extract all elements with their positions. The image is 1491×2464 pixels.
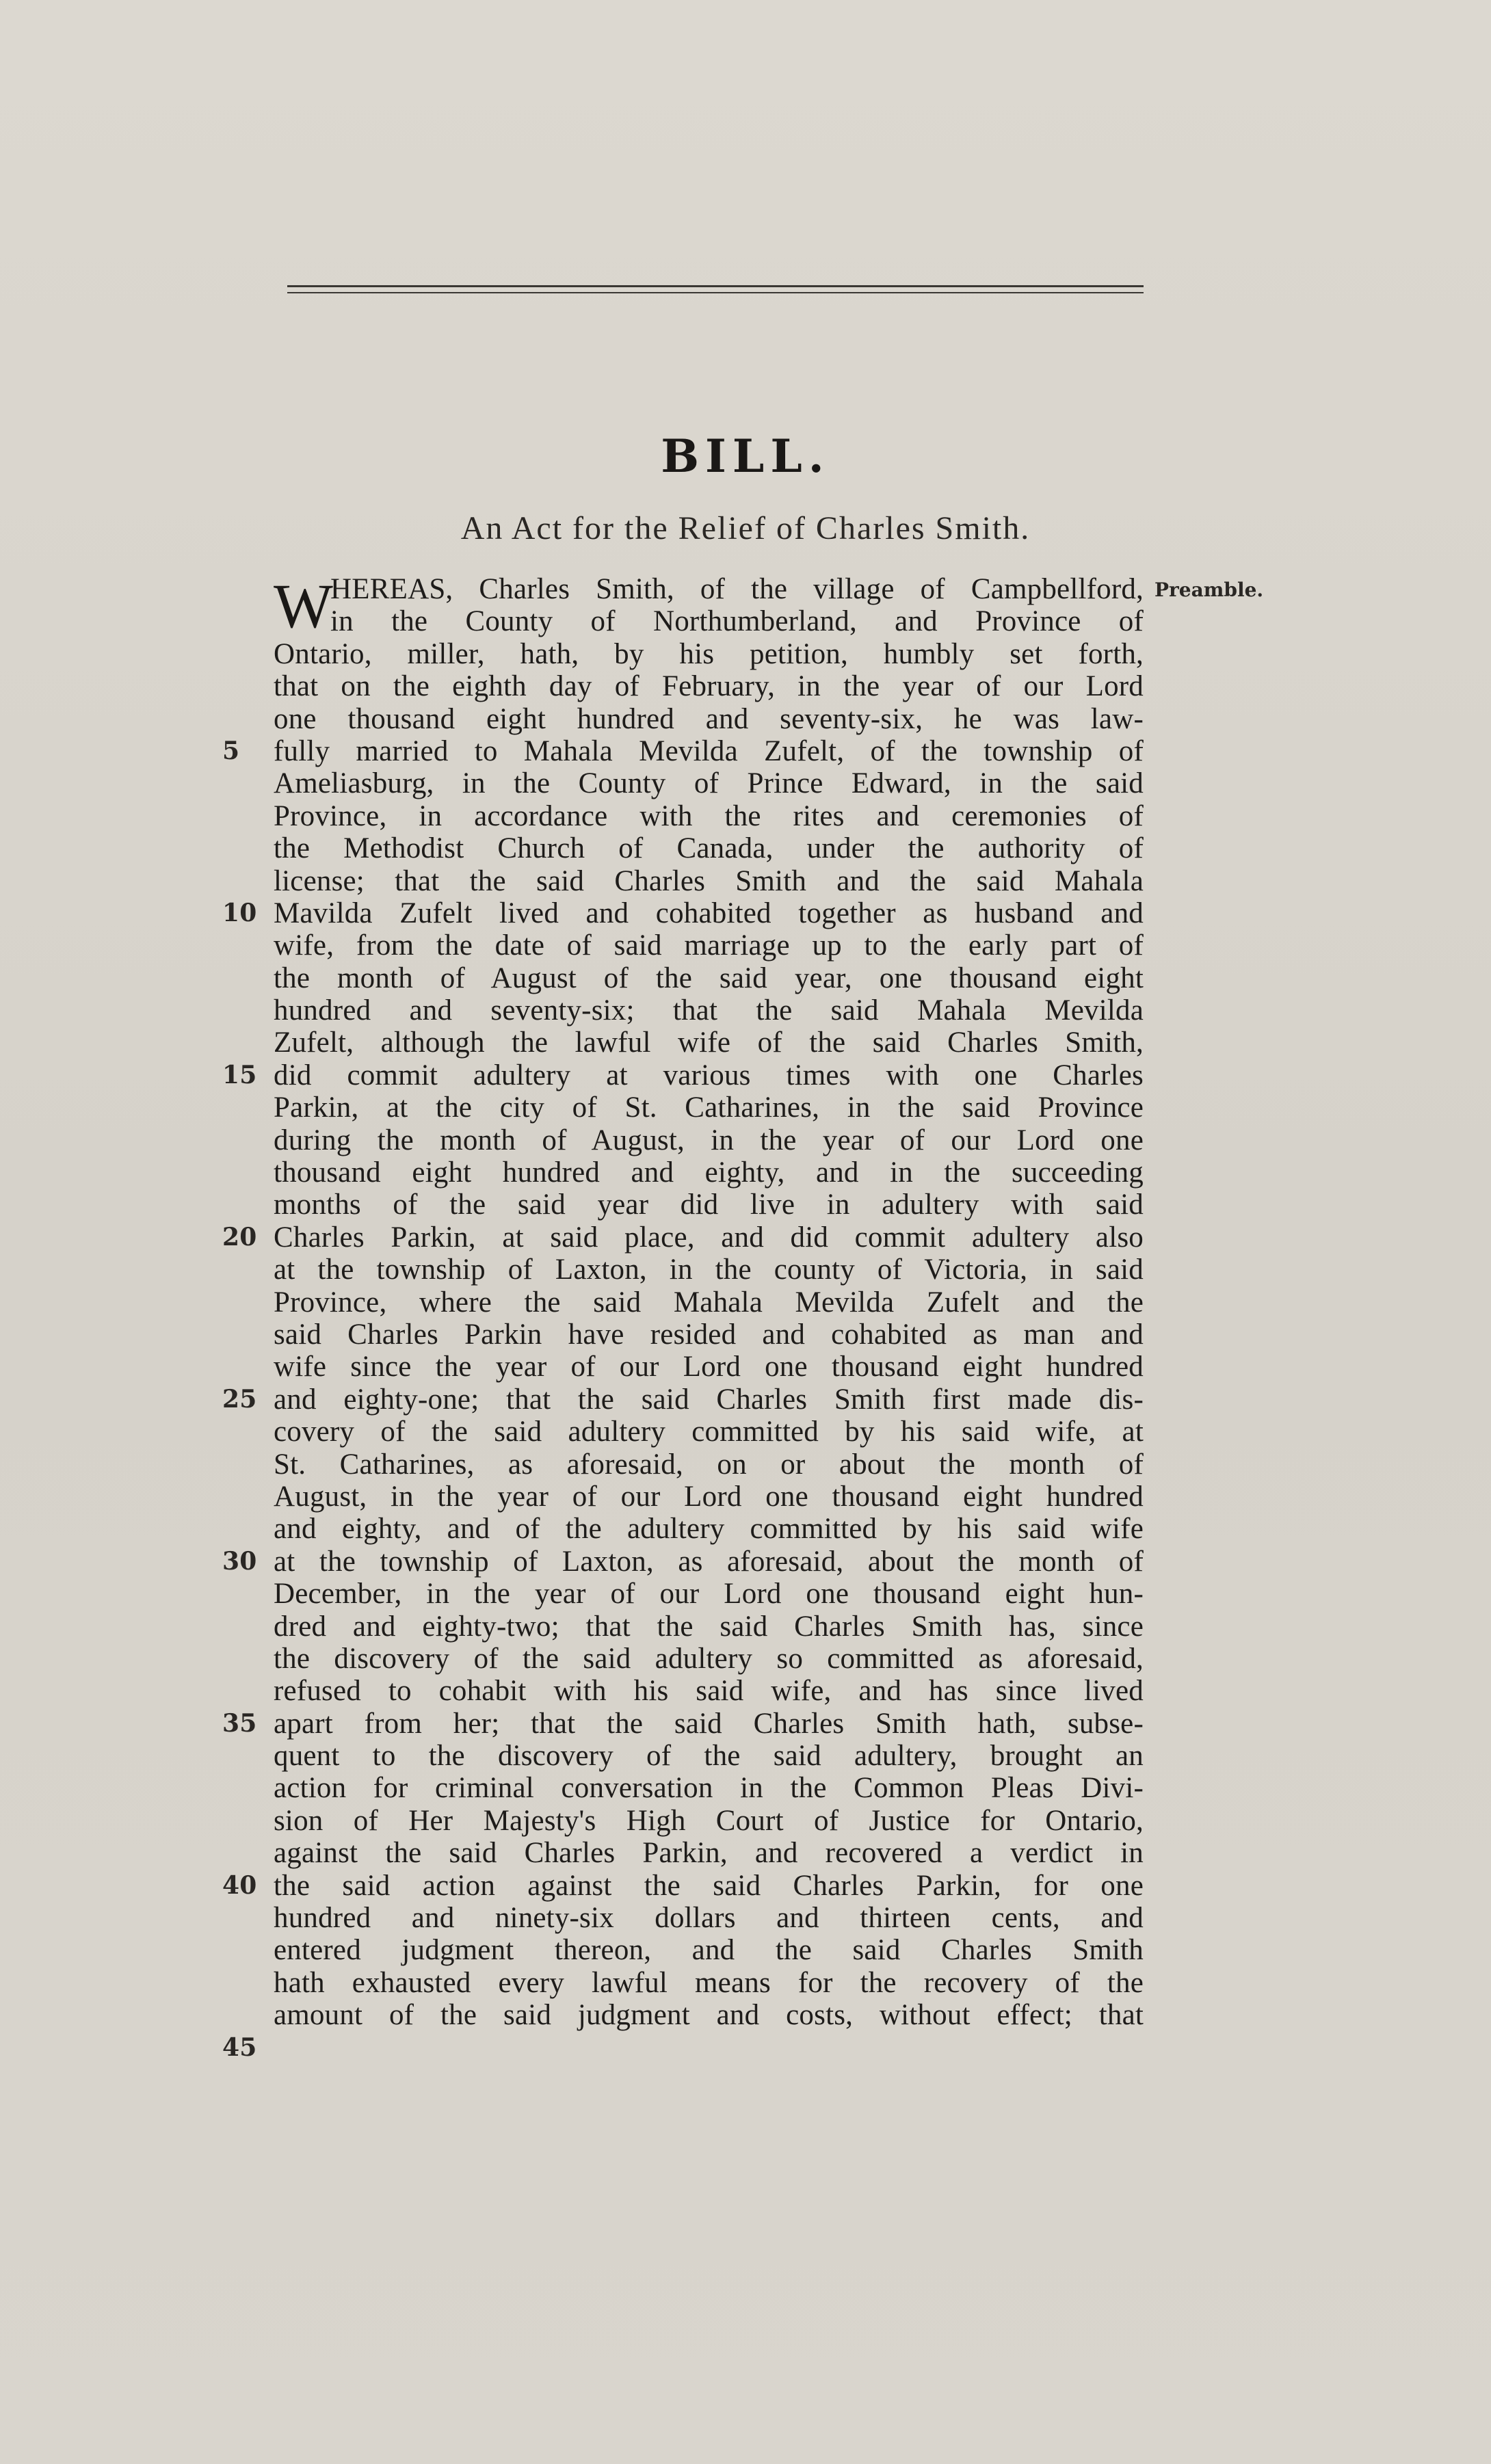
line-text: wife since the year of our Lord one thousand eight hundred — [274, 1351, 1144, 1383]
text-line — [274, 1319, 1144, 1351]
line-number: 45 — [222, 2032, 257, 2062]
line-number: 5 — [222, 736, 240, 765]
text-line — [274, 605, 1144, 637]
text-line — [274, 735, 1144, 767]
text-line — [274, 1611, 1144, 1643]
line-text: amount of the said judgment and costs, without effect; that — [274, 1999, 1144, 2032]
text-line — [274, 1902, 1144, 1934]
line-text: hundred and ninety-six dollars and thirteen cents, and — [274, 1902, 1144, 1935]
text-line — [274, 1934, 1144, 1966]
line-text: Ameliasburg, in the County of Prince Edward, in the said — [274, 767, 1144, 800]
text-line — [274, 1124, 1144, 1156]
line-text: Parkin, at the city of St. Catharines, in the said Province — [274, 1091, 1144, 1124]
line-text: the said action against the said Charles Parkin, for one — [274, 1869, 1144, 1902]
text-line — [274, 800, 1144, 832]
line-number: 35 — [222, 1708, 257, 1738]
margin-note-preamble: Preamble. — [1154, 579, 1264, 601]
line-text: that on the eighth day of February, in the year of our Lord — [274, 670, 1144, 703]
line-text: dred and eighty-two; that the said Charles Smith has, since — [274, 1610, 1144, 1643]
text-line — [274, 994, 1144, 1026]
text-line — [274, 1254, 1144, 1286]
line-text: fully married to Mahala Mevilda Zufelt, of the township of — [274, 734, 1144, 767]
line-text: apart from her; that the said Charles Smith hath, subse- — [274, 1707, 1144, 1740]
line-text: said Charles Parkin have resided and cohabited as man and — [274, 1318, 1144, 1351]
text-line — [274, 1156, 1144, 1189]
text-line — [274, 1870, 1144, 1902]
text-line — [274, 1481, 1144, 1513]
text-line — [274, 929, 1144, 962]
line-number: 20 — [222, 1222, 257, 1251]
line-text: covery of the said adultery committed by his said wife, at — [274, 1416, 1144, 1448]
line-text: at the township of Laxton, as aforesaid, about the month of — [274, 1545, 1144, 1578]
text-line — [274, 1805, 1144, 1837]
line-text: one thousand eight hundred and seventy-six, he was law- — [274, 702, 1144, 735]
line-text: sion of Her Majesty's High Court of Justice for Ontario, — [274, 1804, 1144, 1837]
text-line — [274, 1546, 1144, 1578]
line-text: license; that the said Charles Smith and the said Mahala — [274, 864, 1144, 897]
line-number: 25 — [222, 1384, 257, 1414]
line-text: hundred and seventy-six; that the said Mahala Mevilda — [274, 994, 1144, 1027]
header-rule — [287, 285, 1144, 287]
text-line — [274, 1091, 1144, 1124]
line-text: August, in the year of our Lord one thousand eight hundred — [274, 1480, 1144, 1513]
text-line — [274, 1383, 1144, 1416]
text-line — [274, 1772, 1144, 1804]
line-text: and eighty-one; that the said Charles Smith first made dis- — [274, 1383, 1144, 1416]
line-text: entered judgment thereon, and the said Charles Smith — [274, 1934, 1144, 1967]
line-text: and eighty, and of the adultery committed by his said wife — [274, 1513, 1144, 1546]
text-line — [274, 1221, 1144, 1254]
line-text: the discovery of the said adultery so committed as aforesaid, — [274, 1642, 1144, 1675]
line-text: Province, in accordance with the rites and ceremonies of — [274, 799, 1144, 832]
text-line — [274, 573, 1144, 605]
line-text: December, in the year of our Lord one thousand eight hun- — [274, 1578, 1144, 1611]
text-line — [274, 1578, 1144, 1610]
text-line — [222, 1999, 1144, 2062]
line-number: 10 — [222, 898, 257, 927]
line-text: St. Catharines, as aforesaid, on or about the month of — [274, 1448, 1144, 1481]
line-text: Province, where the said Mahala Mevilda Zufelt and the — [274, 1286, 1144, 1319]
header-rule-thin — [287, 292, 1144, 293]
text-line — [274, 1059, 1144, 1091]
text-line — [274, 962, 1144, 994]
line-text: hath exhausted every lawful means for the recovery of the — [274, 1966, 1144, 1999]
line-text: quent to the discovery of the said adultery, brought an — [274, 1740, 1144, 1773]
text-line — [274, 767, 1144, 799]
line-text: wife, from the date of said marriage up to the early part of — [274, 929, 1144, 962]
line-text: did commit adultery at various times with one Charles — [274, 1059, 1144, 1091]
line-number: 40 — [222, 1870, 257, 1900]
line-text: against the said Charles Parkin, and recovered a verdict in — [274, 1837, 1144, 1870]
text-line — [274, 1416, 1144, 1448]
line-text: refused to cohabit with his said wife, and has since lived — [274, 1675, 1144, 1708]
line-text: the month of August of the said year, one thousand eight — [274, 962, 1144, 994]
bill-title: BILL. — [661, 429, 830, 483]
text-line — [274, 897, 1144, 929]
text-line — [274, 638, 1144, 670]
text-line — [274, 1740, 1144, 1772]
text-line — [274, 1286, 1144, 1319]
line-number: 30 — [222, 1546, 257, 1576]
line-text: thousand eight hundred and eighty, and in the succeeding — [274, 1156, 1144, 1189]
line-text: the Methodist Church of Canada, under the authority of — [274, 832, 1144, 865]
line-text: during the month of August, in the year of our Lord one — [274, 1124, 1144, 1156]
line-text: Mavilda Zufelt lived and cohabited together as husband and — [274, 897, 1144, 929]
drop-cap: W — [274, 571, 333, 641]
line-text: HEREAS, Charles Smith, of the village of Campbellford, — [330, 573, 1144, 605]
line-text: Ontario, miller, hath, by his petition, humbly set forth, — [274, 637, 1144, 670]
text-line — [274, 1643, 1144, 1675]
line-text: Charles Parkin, at said place, and did commit adultery also — [274, 1221, 1144, 1254]
line-text: action for criminal conversation in the Common Pleas Divi- — [274, 1772, 1144, 1805]
line-text: in the County of Northumberland, and Province of — [330, 605, 1144, 638]
text-line — [274, 1448, 1144, 1481]
text-line — [274, 1708, 1144, 1740]
text-line — [274, 1967, 1144, 1999]
line-text: Zufelt, although the lawful wife of the said Charles Smith, — [274, 1026, 1144, 1059]
line-text: at the township of Laxton, in the county of Victoria, in said — [274, 1254, 1144, 1286]
text-line — [274, 832, 1144, 864]
text-line — [274, 670, 1144, 702]
bill-body — [222, 571, 1144, 2062]
bill-subtitle: An Act for the Relief of Charles Smith. — [460, 510, 1031, 546]
line-number: 15 — [222, 1060, 257, 1089]
line-text: months of the said year did live in adultery with said — [274, 1189, 1144, 1221]
